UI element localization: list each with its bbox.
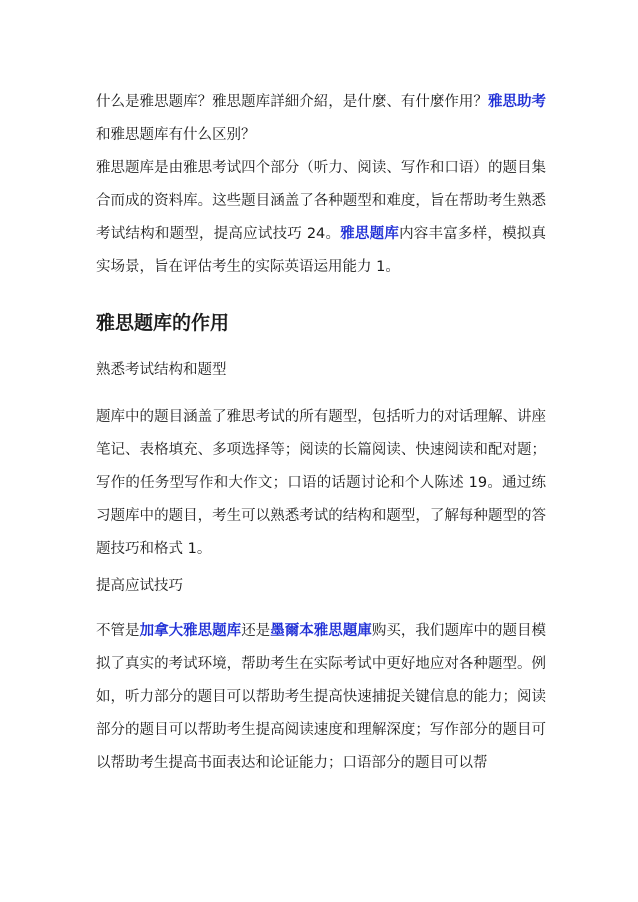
intro-question bbox=[96, 86, 546, 152]
paragraph-skills-text-3: 购买，我们题库中的题目模拟了真实的考试环境，帮助考生在实际考试中更好地应对各种题型。例如，听力部分的题目可以帮助考生提高快速捕捉关键信息的能力；阅读部分的题目可以帮助考生提高阅读速度和理解深度；写作部分的题目可以帮助考生提高书面表达和论证能力；口语部分的题目可以帮 bbox=[96, 623, 547, 771]
section-heading: 雅思题库的作用 bbox=[96, 312, 230, 334]
paragraph-definition-text-2: 内容丰富多样，模拟真实场景，旨在评估考生的实际英语运用能力 1。 bbox=[96, 226, 547, 275]
intro-question-text-1: 什么是雅思题库？雅思题库詳細介紹，是什麼、有什麼作用？ bbox=[96, 94, 488, 110]
paragraph-definition bbox=[96, 152, 546, 284]
paragraph-structure: 题库中的题目涵盖了雅思考试的所有题型，包括听力的对话理解、讲座笔记、表格填充、多项选择等；阅读的长篇阅读、快速阅读和配对题；写作的任务型写作和大作文；口语的话题讨论和个人陈述 19。通过练习题库中的题目，考生可以熟悉考试的结构和题型，了解每种题型的答题技巧和格式 1。 bbox=[96, 409, 546, 557]
link-canada-ielts-bank[interactable]: 加拿大雅思题库 bbox=[139, 623, 242, 639]
paragraph-skills-text-1: 不管是 bbox=[96, 623, 140, 639]
paragraph-definition-text-1: 雅思题库是由雅思考试四个部分（听力、阅读、写作和口语）的题目集合而成的资料库。这些题目涵盖了各种题型和难度，旨在帮助考生熟悉考试结构和题型，提高应试技巧 24。 bbox=[96, 160, 546, 242]
subheading-structure: 熟悉考试结构和题型 bbox=[96, 362, 227, 378]
paragraph-skills-text-2: 还是 bbox=[241, 623, 271, 639]
link-ielts-helper[interactable]: 雅思助考 bbox=[487, 94, 547, 110]
subheading-skills: 提高应试技巧 bbox=[96, 578, 183, 594]
intro-question-text-2: 和雅思题库有什么区别？ bbox=[96, 127, 256, 143]
paragraph-skills bbox=[96, 615, 546, 780]
link-melbourne-ielts-bank[interactable]: 墨爾本雅思題庫 bbox=[270, 623, 372, 639]
document-page bbox=[96, 86, 546, 780]
link-ielts-bank[interactable]: 雅思题库 bbox=[340, 226, 400, 242]
